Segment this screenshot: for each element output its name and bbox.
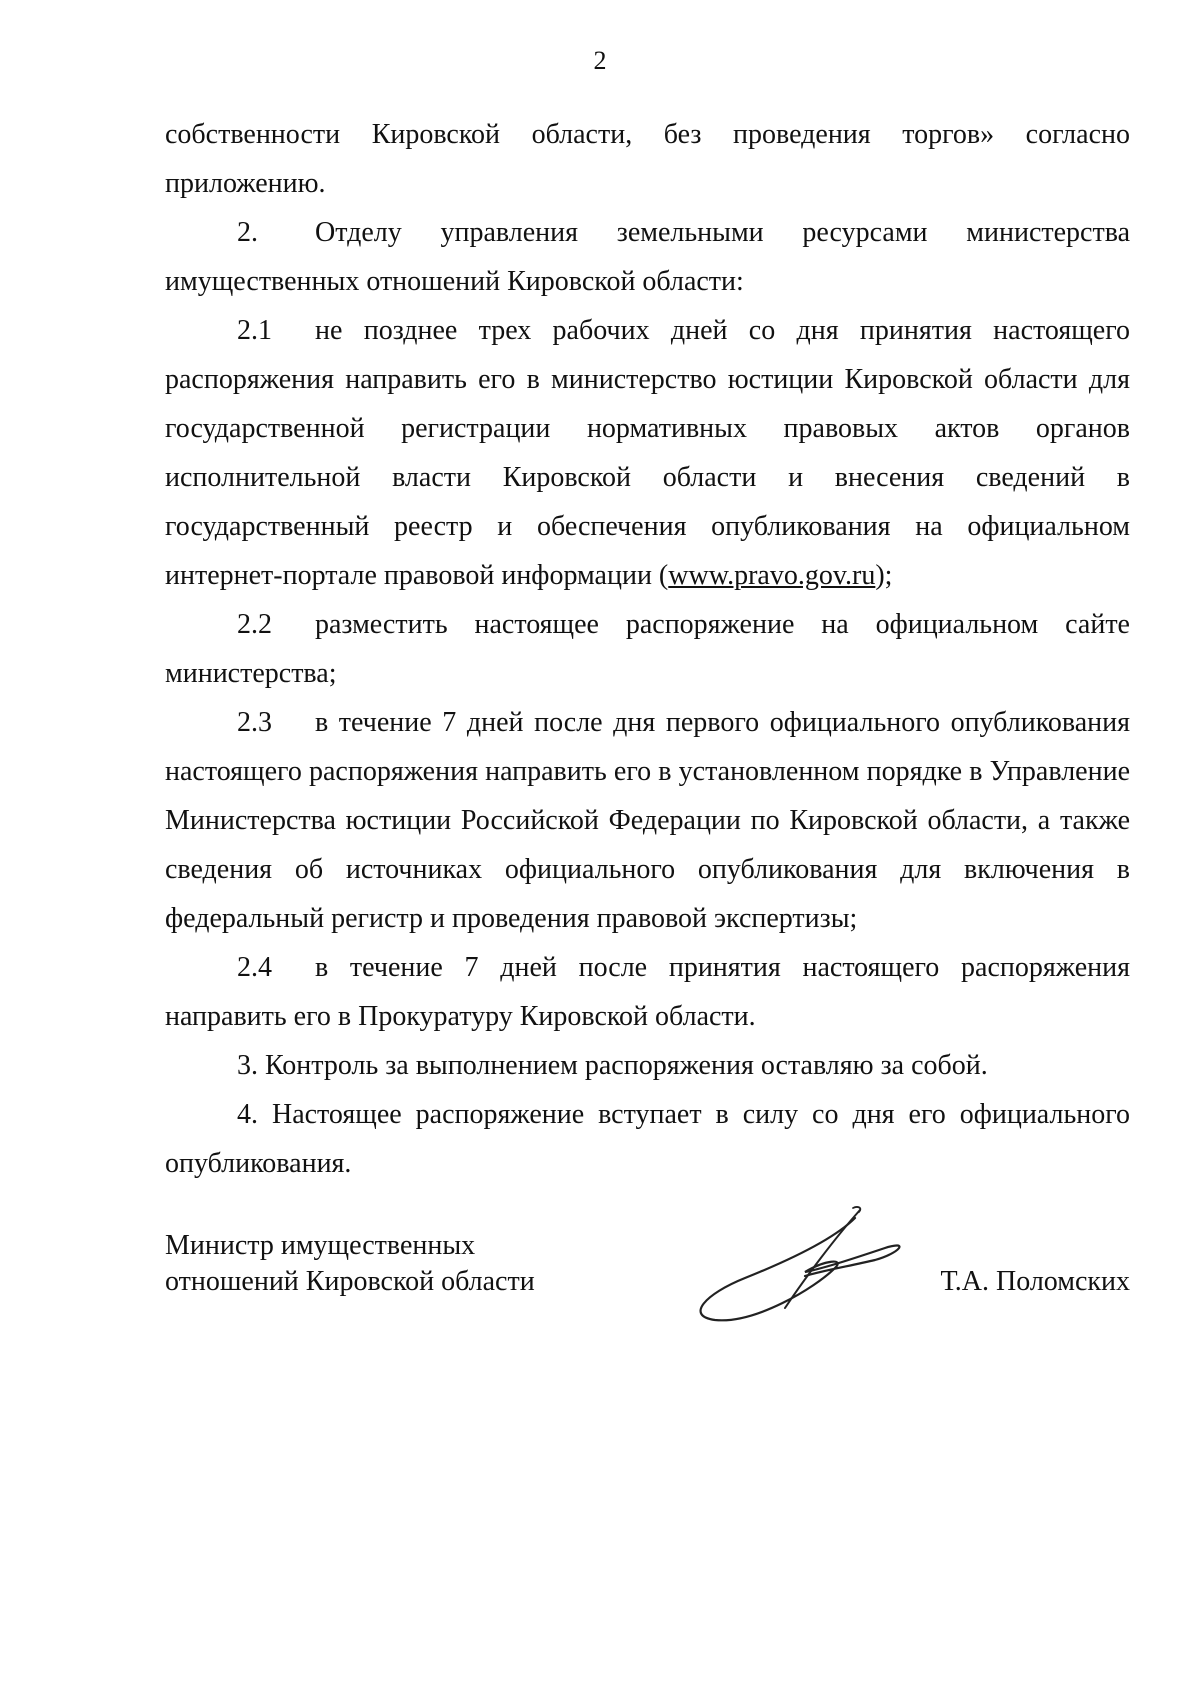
paragraph-2-4: 2.4 в течение 7 дней после принятия настоящего распоряжения направить его в Прокуратуру Кировской области. [165, 943, 1130, 1041]
paragraph-1-continuation: собственности Кировской области, без проведения торгов» согласно приложению. [165, 119, 1130, 199]
paragraph-2-2: 2.2 разместить настоящее распоряжение на официальном сайте министерства; [165, 600, 1130, 698]
item-number: 2.4 [237, 952, 272, 983]
paragraph-3: 3. Контроль за выполнением распоряжения оставляю за собой. [237, 1050, 988, 1081]
item-number: 2.2 [237, 609, 272, 640]
page-number: 2 [593, 46, 607, 75]
document-body [165, 110, 1130, 1188]
paragraph-2-1: 2.1 не позднее трех рабочих дней со дня принятия настоящего распоряжения направить его в министерство юстиции Кировской области для государственной регистрации нормативных правовых актов органов исполнительной власти Кировской области и внесения сведений в государственный реестр и обеспечения опубликования на официальном интернет-портале правовой информации (www.pravo.gov.ru); [165, 306, 1130, 600]
paragraph-4: 4. Настоящее распоряжение вступает в силу со дня его официального опубликования. [165, 1099, 1130, 1179]
handwritten-signature-icon [685, 1198, 925, 1328]
paragraph-2: 2. Отделу управления земельными ресурсами министерства имущественных отношений Кировской области: [165, 208, 1130, 306]
signatory-title: Министр имущественных отношений Кировской области [165, 1230, 535, 1297]
item-number: 2.3 [237, 707, 272, 738]
item-number: 2.1 [237, 315, 272, 346]
signature-block [165, 1228, 1130, 1328]
item-number: 2. [237, 217, 258, 248]
pravo-link[interactable]: www.pravo.gov.ru [668, 560, 876, 591]
signatory-name: Т.А. Поломских [940, 1266, 1130, 1297]
paragraph-2-3: 2.3 в течение 7 дней после дня первого официального опубликования настоящего распоряжения направить его в установленном порядке в Управление Министерства юстиции Российской Федерации по Кировской области, а также сведения об источниках официального опубликования для включения в федеральный регистр и проведения правовой экспертизы; [165, 698, 1130, 943]
